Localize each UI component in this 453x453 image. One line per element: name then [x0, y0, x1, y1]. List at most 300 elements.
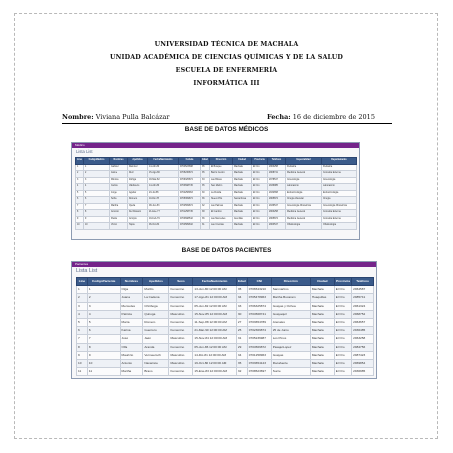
medicos-table-cell: Ruiz — [128, 171, 148, 178]
medicos-table-cell: Gabriel — [110, 164, 128, 171]
medicos-table-cell: 31 — [201, 223, 210, 230]
medicos-table-cell: El Cambio — [210, 210, 233, 217]
medicos-column-header: CodigoMedico — [84, 158, 110, 165]
medicos-table-cell: Medicina General — [286, 210, 322, 217]
medicos-table-cell: 1 — [84, 164, 110, 171]
medicos-section-title: BASE DE DATOS MÉDICOS — [184, 126, 269, 133]
pacientes-table-cell: 31 — [236, 335, 247, 343]
pacientes-table-cell: 1 — [77, 286, 88, 294]
pacientes-table-cell: Aranda — [143, 343, 169, 351]
pacientes-table-cell: Femenino — [169, 319, 193, 327]
pacientes-table-cell: La Cadena — [143, 294, 169, 302]
pacientes-table-cell: 3 — [87, 302, 120, 310]
pacientes-table-cell: El Oro — [334, 294, 351, 302]
pacientes-table-cell: El Oro — [334, 368, 351, 376]
pacientes-table-cell: María — [120, 319, 143, 327]
pacientes-window — [71, 261, 377, 379]
pacientes-table-cell: Machala — [310, 310, 334, 318]
medicos-table-cell: Pediatría — [322, 164, 357, 171]
pacientes-table-cell: Masculino — [169, 310, 193, 318]
name-label: Nombre: — [62, 113, 94, 121]
medicos-table-cell: Ginecología — [322, 177, 357, 184]
medicos-table-cell: 5 — [76, 190, 84, 197]
medicos-table-cell: 6 — [76, 197, 84, 204]
pacientes-table-cell: Guayas y Ochoa — [271, 302, 310, 310]
medicos-table-row — [76, 223, 357, 230]
pacientes-window-titlebar: Pacientes — [72, 262, 376, 267]
medicos-table-cell: Jaime — [110, 171, 128, 178]
medicos-table-cell: Ginecología — [286, 177, 322, 184]
medicos-table-cell: Aguilar — [128, 190, 148, 197]
pacientes-table-row — [77, 351, 374, 359]
pacientes-table-cell: 2963657 — [352, 319, 374, 327]
pacientes-table-cell: Murillo — [143, 286, 169, 294]
medicos-table-cell: Ginecología Obstetricia — [322, 203, 357, 210]
medicos-table-cell: 18-Mar-82 — [148, 177, 179, 184]
medicos-table-cell: 9 — [76, 216, 84, 223]
pacientes-table-cell: Sucre — [271, 368, 310, 376]
medicos-table-cell: Armijos — [128, 216, 148, 223]
medicos-table-cell: Machala — [233, 184, 252, 191]
medicos-table-cell: Antonio — [110, 210, 128, 217]
pacientes-table-cell: Masculino — [169, 335, 193, 343]
medicos-table-cell: Nuevo Pilo — [210, 197, 233, 204]
pacientes-table-cell: Karina — [120, 327, 143, 335]
pacientes-column-header: CodigoPaciente — [87, 278, 120, 286]
medicos-table-cell: 35 — [201, 184, 210, 191]
pacientes-table-cell: 6 — [77, 327, 88, 335]
pacientes-column-header: CNI — [247, 278, 271, 286]
pacientes-table-cell: 13-Jun-80 12:00:00 AM — [193, 286, 237, 294]
pacientes-table-cell: 9 — [87, 351, 120, 359]
medicos-table-cell: 14-Abr-80 — [148, 164, 179, 171]
medicos-table — [75, 157, 357, 230]
pacientes-table-cell: Bravo — [143, 368, 169, 376]
pacientes-table-cell: 0703654123 — [247, 360, 271, 368]
pacientes-table-cell: 2936985 — [352, 368, 374, 376]
pacientes-table-cell: Machala — [310, 360, 334, 368]
pacientes-table-cell: El Oro — [334, 351, 351, 359]
pacientes-column-header: Teléfono — [352, 278, 374, 286]
medicos-table-cell: 6 — [84, 197, 110, 204]
medicos-table-cell: 10 — [76, 223, 84, 230]
pacientes-table-cell: 8 — [77, 343, 88, 351]
medicos-column-header: Especialidad — [286, 158, 322, 165]
pacientes-table-cell: El Oro — [334, 343, 351, 351]
medicos-table-cell: Martha — [110, 203, 128, 210]
medicos-table-cell: Machala — [233, 223, 252, 230]
pacientes-table-cell: 29 — [236, 343, 247, 351]
medicos-table-cell: 0706325874 — [179, 177, 201, 184]
pacientes-table-cell: 0701258963 — [247, 351, 271, 359]
pacientes-table-cell: Machala — [310, 302, 334, 310]
medicos-column-header: Ciudad — [233, 158, 252, 165]
medicos-table-cell: 0703698542 — [179, 216, 201, 223]
pacientes-table-cell: 2985741 — [352, 294, 374, 302]
medicos-column-header: Cédula — [179, 158, 201, 165]
pacientes-table-cell: 2964587 — [352, 286, 374, 294]
date-label: Fecha: — [267, 113, 291, 121]
medicos-table-cell: Machala — [233, 164, 252, 171]
pacientes-table-cell: 2961324 — [352, 302, 374, 310]
pacientes-table-cell: 1 — [87, 286, 120, 294]
pacientes-table-cell: Machala — [310, 368, 334, 376]
medicos-table-cell: 19-Feb-79 — [148, 216, 179, 223]
medicos-table-cell: 36 — [201, 197, 210, 204]
medicos-table-cell: Machala — [233, 210, 252, 217]
medicos-table-cell: 2936985 — [268, 184, 286, 191]
pacientes-table-cell: Femenino — [169, 286, 193, 294]
medicos-table-cell: El Oro — [252, 197, 268, 204]
medicos-column-header: Provincia — [252, 158, 268, 165]
medicos-table-cell: Arenillas — [233, 216, 252, 223]
pacientes-table-row — [77, 310, 374, 318]
medicos-table-cell: Del Rosario — [128, 210, 148, 217]
medicos-table-cell: San Martín — [210, 184, 233, 191]
medicos-table-cell: 38 — [201, 210, 210, 217]
pacientes-table-cell: 14-Dic-81 12:00:00 AM — [193, 351, 237, 359]
medicos-table-cell: Endocrinología — [286, 190, 322, 197]
medicos-table-cell: Machala — [233, 177, 252, 184]
medicos-column-header: Edad — [201, 158, 210, 165]
medicos-table-cell: 1 — [76, 164, 84, 171]
medicos-table-cell: Ramírez — [128, 164, 148, 171]
pacientes-table-cell: 6 — [87, 327, 120, 335]
student-name — [62, 113, 169, 121]
medicos-table-cell: 9 — [84, 216, 110, 223]
medicos-table-cell: 0705369874 — [179, 197, 201, 204]
medicos-table-cell: Medicina General — [286, 216, 322, 223]
pacientes-table-cell: 19-Oct-80 12:00:00 AM — [193, 360, 237, 368]
medicos-table-cell: 23-Jul-85 — [148, 190, 179, 197]
pacientes-table-cell: 05-Jun-86 12:00:00 AM — [193, 343, 237, 351]
pacientes-table-cell: 17-Ago-81 12:00:00 AM — [193, 294, 237, 302]
pacientes-table-cell: 0706325874 — [247, 302, 271, 310]
pacientes-table-cell: Rocafuerte — [271, 360, 310, 368]
medicos-table-cell: 08-Jun-83 — [148, 203, 179, 210]
pacientes-table-cell: 11 — [77, 368, 88, 376]
medicos-table-cell: 33 — [201, 177, 210, 184]
pacientes-table-cell: José — [120, 335, 143, 343]
medicos-table-cell: Las Mercedes — [210, 216, 233, 223]
pacientes-table-cell: 15-Nov-85 12:00:00 AM — [193, 310, 237, 318]
pacientes-table-row — [77, 302, 374, 310]
pacientes-table-cell: Olfa — [120, 343, 143, 351]
pacientes-column-header: Sexo — [169, 278, 193, 286]
medicos-table-cell: Machala — [233, 171, 252, 178]
medicos-table-cell: 4 — [84, 184, 110, 191]
medicos-table-cell: Tapia — [128, 223, 148, 230]
pacientes-column-header: Line — [77, 278, 88, 286]
pacientes-table-cell: Machala — [310, 286, 334, 294]
medicos-table-cell: Cirugía — [322, 197, 357, 204]
medicos-table-cell: Laboratorio — [322, 184, 357, 191]
medicos-table-cell: El Oro — [252, 184, 268, 191]
pacientes-table-cell: Femenino — [169, 302, 193, 310]
pacientes-table-cell: Huaquillas — [310, 294, 334, 302]
pacientes-table-cell: 7 — [87, 335, 120, 343]
school-title: ESCUELA DE ENFERMERÍA — [175, 67, 278, 74]
pacientes-table-cell: Juana — [120, 294, 143, 302]
medicos-table-cell: Oftalmología — [322, 223, 357, 230]
pacientes-table-cell: Machala — [310, 327, 334, 335]
medicos-table-cell: 0704589632 — [179, 223, 201, 230]
pacientes-table-row — [77, 335, 374, 343]
pacientes-table-cell: Femenino — [169, 343, 193, 351]
pacientes-table-cell: 2969854 — [352, 360, 374, 368]
medicos-table-cell: El Oro — [252, 223, 268, 230]
medicos-table-cell: Sofía — [110, 197, 128, 204]
date-value: 16 de diciembre de 2015 — [292, 113, 375, 121]
pacientes-table-cell: 34 — [236, 351, 247, 359]
pacientes-table-cell: 0704568741 — [247, 310, 271, 318]
medicos-table-cell: Barrio Centro — [210, 171, 233, 178]
medicos-table-cell: Valdiviezo — [128, 184, 148, 191]
medicos-table-cell: 2 — [84, 171, 110, 178]
pacientes-table-cell: Navarrete — [143, 360, 169, 368]
date — [267, 113, 375, 121]
pacientes-table-cell: 35 — [236, 286, 247, 294]
pacientes-table-cell: 2936485 — [352, 327, 374, 335]
pacientes-table-cell: 0705478963 — [247, 294, 271, 302]
medicos-table-cell: Víctor — [110, 223, 128, 230]
pacientes-table-cell: 4 — [87, 310, 120, 318]
pacientes-table-cell: 2968752 — [352, 310, 374, 318]
pacientes-table-cell: 2 — [87, 294, 120, 302]
pacientes-column-header: Apellidos — [143, 278, 169, 286]
pacientes-column-header: Ciudad — [310, 278, 334, 286]
medicos-table-cell: 15-Ago-80 — [148, 171, 179, 178]
pacientes-table-cell: 25 — [236, 327, 247, 335]
medicos-window — [71, 142, 360, 240]
pacientes-table-cell: Guayas — [271, 351, 310, 359]
pacientes-table-cell: 34 — [236, 294, 247, 302]
pacientes-table-cell: Machala — [310, 335, 334, 343]
medicos-table-cell: 10-Dic-78 — [148, 197, 179, 204]
medicos-table-cell: Zúñiga — [128, 177, 148, 184]
medicos-table-cell: 0703698745 — [179, 184, 201, 191]
medicos-column-header: Teléfono — [268, 158, 286, 165]
pacientes-table-cell: 32 — [236, 368, 247, 376]
pacientes-table-cell: Machala — [310, 343, 334, 351]
medicos-column-header: Departamento — [322, 158, 357, 165]
academic-unit-title: UNIDAD ACADÉMICA DE CIENCIAS QUÍMICAS Y DE LA SALUD — [109, 54, 344, 61]
medicos-table-cell: El Oro — [252, 164, 268, 171]
pacientes-table-cell: 9 — [77, 351, 88, 359]
medicos-table-cell: 0704523698 — [179, 164, 201, 171]
medicos-column-header: Nombres — [110, 158, 128, 165]
pacientes-table-cell: 0704569872 — [247, 343, 271, 351]
medicos-table-cell: 2965874 — [268, 216, 286, 223]
pacientes-table-cell: Maurizio — [120, 351, 143, 359]
medicos-table-cell: Jorge — [110, 190, 128, 197]
medicos-table-cell: El Oro — [252, 210, 268, 217]
medicos-column-header: Dirección — [210, 158, 233, 165]
medicos-table-cell: 4 — [76, 184, 84, 191]
pacientes-column-header: Edad — [236, 278, 247, 286]
medicos-table-cell: Consulta Externa — [322, 216, 357, 223]
medicos-table-cell: 2 — [76, 171, 84, 178]
pacientes-table-cell: Jaén — [143, 335, 169, 343]
pacientes-table-row — [77, 360, 374, 368]
medicos-table-cell: Las Palmas — [210, 203, 233, 210]
pacientes-table-cell: 11-Sep-88 12:00:00 AM — [193, 319, 237, 327]
medicos-table-cell: Las Crucitas — [210, 223, 233, 230]
medicos-table-cell: 2963547 — [268, 223, 286, 230]
medicos-table-cell: Oftalmología — [286, 223, 322, 230]
medicos-table-cell: 14-Abr-80 — [148, 184, 179, 191]
pacientes-table-cell: El Oro — [334, 310, 351, 318]
medicos-table-cell: 35 — [201, 164, 210, 171]
medicos-table-cell: 06-Oct-84 — [148, 223, 179, 230]
pacientes-table-cell: 4 — [77, 310, 88, 318]
name-value: Viviana Pulla Balcázar — [95, 113, 170, 121]
medicos-table-cell: 5 — [84, 190, 110, 197]
medicos-table-cell: Mónica — [110, 177, 128, 184]
medicos-table-cell: 21-Ene-77 — [148, 210, 179, 217]
pacientes-table-cell: Antonio — [120, 360, 143, 368]
pacientes-table-cell: 2984756 — [352, 343, 374, 351]
pacientes-table-cell: Masculino — [169, 360, 193, 368]
pacientes-table — [76, 277, 374, 376]
pacientes-table-cell: 10 — [77, 360, 88, 368]
pacientes-table-cell: Femenino — [169, 327, 193, 335]
pacientes-table-cell: 5 — [87, 319, 120, 327]
medicos-table-cell: Romero — [128, 197, 148, 204]
university-title: UNIVERSIDAD TÉCNICA DE MACHALA — [154, 41, 299, 48]
medicos-list-title: Lista List — [76, 149, 93, 154]
medicos-table-cell: El Oro — [252, 203, 268, 210]
pacientes-column-header: Dirección — [271, 278, 310, 286]
medicos-table-cell: 7 — [76, 203, 84, 210]
medicos-table-cell: Consulta Externa — [322, 210, 357, 217]
medicos-table-cell: 2963258 — [268, 164, 286, 171]
pacientes-table-cell: Romero — [143, 319, 169, 327]
medicos-table-cell: 2932658 — [268, 190, 286, 197]
pacientes-table-cell: Chiriboga — [143, 302, 169, 310]
pacientes-table-cell: El Oro — [334, 286, 351, 294]
pacientes-table-cell: 0702369874 — [247, 327, 271, 335]
pacientes-header-row — [77, 278, 374, 286]
medicos-table-cell: 2963258 — [268, 210, 286, 217]
meta-row — [62, 113, 392, 124]
pacientes-table-cell: 15-Nov-84 12:00:00 AM — [193, 335, 237, 343]
pacientes-table-cell: 8 — [87, 343, 120, 351]
medicos-table-cell: Ginecología Obstetricia — [286, 203, 322, 210]
course-title: INFORMÁTICA III — [193, 80, 260, 87]
pacientes-column-header: FechaNacimiento — [193, 278, 237, 286]
medicos-table-cell: 10 — [84, 223, 110, 230]
pacientes-table-cell: Femenino — [169, 368, 193, 376]
pacientes-table-cell: 27 — [236, 319, 247, 327]
pacientes-list-title: Lista List — [76, 268, 98, 274]
medicos-table-cell: El Oro — [252, 190, 268, 197]
pacientes-table-cell: 30 — [236, 310, 247, 318]
pacientes-table-row — [77, 286, 374, 294]
medicos-table-cell: Carlos — [110, 184, 128, 191]
pacientes-table-row — [77, 343, 374, 351]
pacientes-table-cell: Machala — [310, 351, 334, 359]
medicos-table-cell: Cirugía Vascular — [286, 197, 322, 204]
pacientes-table-cell: 0706543210 — [247, 286, 271, 294]
pacientes-table-cell: Femenino — [169, 294, 193, 302]
pacientes-table-cell: Guerrero — [143, 327, 169, 335]
pacientes-table-cell: Arenales — [271, 319, 310, 327]
pacientes-table-cell: Sanmartino — [271, 286, 310, 294]
medicos-table-cell: Consulta Externa — [322, 171, 357, 178]
pacientes-table-cell: Patricia — [120, 310, 143, 318]
pacientes-table-row — [77, 368, 374, 376]
pacientes-table-cell: Los Pinos — [271, 335, 310, 343]
pacientes-table-cell: Guayaquil — [271, 310, 310, 318]
pacientes-table-row — [77, 319, 374, 327]
pacientes-table-cell: 7 — [77, 335, 88, 343]
pacientes-section-title: BASE DE DATOS PACIENTES — [181, 247, 272, 254]
medicos-table-cell: 2968741 — [268, 171, 286, 178]
medicos-table-cell: Machala — [233, 190, 252, 197]
medicos-table-cell: El Oro — [252, 171, 268, 178]
pacientes-table-cell: Martha Bucaram — [271, 294, 310, 302]
pacientes-table-cell: 35 — [236, 360, 247, 368]
pacientes-table-cell: 2987423 — [352, 351, 374, 359]
pacientes-table-cell: 0708523697 — [247, 368, 271, 376]
medicos-table-cell: 2978547 — [268, 177, 286, 184]
pacientes-table-cell: Machala — [310, 319, 334, 327]
pacientes-table-cell: 0705236987 — [247, 335, 271, 343]
medicos-table-cell: 36 — [201, 216, 210, 223]
pacientes-table-cell: Pasaje/Lopez — [271, 343, 310, 351]
medicos-table-cell: Paola — [110, 216, 128, 223]
medicos-table-cell: Pediatría — [286, 164, 322, 171]
medicos-table-cell: El Oro — [252, 216, 268, 223]
medicos-table-cell: Medicina General — [286, 171, 322, 178]
pacientes-table-cell: 21-Mar-90 12:00:00 AM — [193, 327, 237, 335]
medicos-table-cell: Laboratorio — [286, 184, 322, 191]
medicos-table-cell: 0702569874 — [179, 203, 201, 210]
pacientes-table-cell: 5 — [77, 319, 88, 327]
medicos-column-header: FechaNacimiento — [148, 158, 179, 165]
medicos-table-cell: 8 — [84, 210, 110, 217]
medicos-table-cell: La Florida — [210, 190, 233, 197]
medicos-table-cell: 30 — [201, 190, 210, 197]
medicos-table-cell: 2965874 — [268, 197, 286, 204]
pacientes-table-cell: 15-Ene-83 12:00:00 AM — [193, 368, 237, 376]
medicos-table-cell: 7 — [84, 203, 110, 210]
pacientes-table-cell: 2 — [77, 294, 88, 302]
medicos-table-cell: Las Brisas — [210, 177, 233, 184]
medicos-table-cell: 35 — [201, 171, 210, 178]
medicos-table-cell: 3 — [84, 177, 110, 184]
pacientes-table-cell: El Oro — [334, 327, 351, 335]
medicos-table-cell: El Bosque — [210, 164, 233, 171]
pacientes-table-cell: 3 — [77, 302, 88, 310]
medicos-table-cell: El Oro — [252, 177, 268, 184]
pacientes-table-cell: 10 — [87, 360, 120, 368]
medicos-table-cell: Ojeda — [128, 203, 148, 210]
medicos-window-titlebar: Médico — [72, 143, 359, 148]
pacientes-table-cell: 11 — [87, 368, 120, 376]
medicos-table-cell: 0704258963 — [179, 190, 201, 197]
pacientes-table-cell: 0703654789 — [247, 319, 271, 327]
medicos-column-header: Apellidos — [128, 158, 148, 165]
pacientes-table-cell: El Oro — [334, 302, 351, 310]
medicos-table-cell: Santa Rosa — [233, 197, 252, 204]
pacientes-table-cell: Mercedes — [120, 302, 143, 310]
pacientes-table-cell: El Oro — [334, 335, 351, 343]
pacientes-table-row — [77, 294, 374, 302]
medicos-table-cell: 32 — [201, 203, 210, 210]
pacientes-table-cell: Quiroga — [143, 310, 169, 318]
